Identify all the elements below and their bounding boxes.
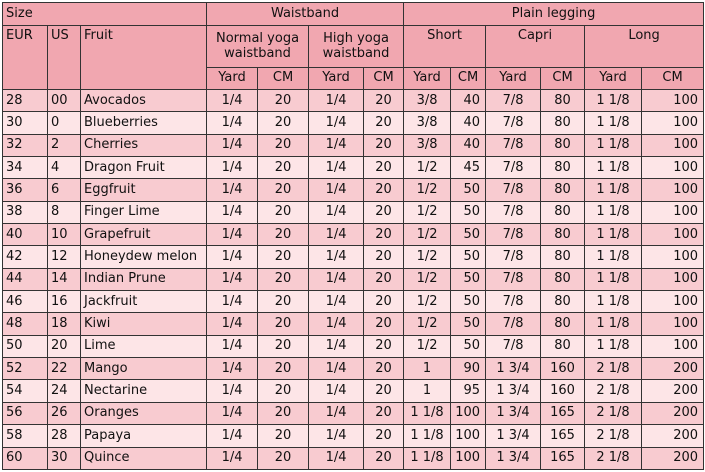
eur-size-cell: 28 <box>3 90 48 112</box>
long-yard-cell: 1 1/8 <box>585 335 642 357</box>
capri-cm-cell: 80 <box>541 112 585 134</box>
normal-yoga-cm-cell: 20 <box>258 268 309 290</box>
eur-size-cell: 60 <box>3 447 48 470</box>
fruit-name-cell: Papaya <box>81 425 207 447</box>
high-yoga-cm-cell: 20 <box>364 268 404 290</box>
high-yoga-yard-cell: 1/4 <box>309 313 364 335</box>
capri-cm-cell: 80 <box>541 268 585 290</box>
table-body <box>3 90 704 470</box>
eur-size-cell: 34 <box>3 157 48 179</box>
table-row <box>3 380 704 402</box>
table-row <box>3 134 704 156</box>
eur-size-cell: 48 <box>3 313 48 335</box>
fruit-name-cell: Honeydew melon <box>81 246 207 268</box>
long-cm-cell: 100 <box>642 268 704 290</box>
short-yard-cell: 1/2 <box>404 201 451 223</box>
long-yard-cell: 1 1/8 <box>585 179 642 201</box>
header-capri-yard: Yard <box>486 68 541 90</box>
capri-cm-cell: 80 <box>541 90 585 112</box>
capri-yard-cell: 7/8 <box>486 179 541 201</box>
normal-yoga-cm-cell: 20 <box>258 134 309 156</box>
us-size-cell: 4 <box>48 157 81 179</box>
header-us: US <box>48 26 81 90</box>
capri-cm-cell: 80 <box>541 335 585 357</box>
table-row <box>3 268 704 290</box>
capri-cm-cell: 80 <box>541 291 585 313</box>
high-yoga-yard-cell: 1/4 <box>309 157 364 179</box>
table-row <box>3 447 704 470</box>
high-yoga-cm-cell: 20 <box>364 246 404 268</box>
capri-yard-cell: 7/8 <box>486 291 541 313</box>
long-yard-cell: 1 1/8 <box>585 291 642 313</box>
high-yoga-cm-cell: 20 <box>364 134 404 156</box>
long-cm-cell: 200 <box>642 402 704 424</box>
long-yard-cell: 1 1/8 <box>585 90 642 112</box>
short-yard-cell: 1/2 <box>404 246 451 268</box>
high-yoga-yard-cell: 1/4 <box>309 90 364 112</box>
normal-yoga-yard-cell: 1/4 <box>207 246 258 268</box>
high-yoga-cm-cell: 20 <box>364 201 404 223</box>
us-size-cell: 14 <box>48 268 81 290</box>
high-yoga-cm-cell: 20 <box>364 402 404 424</box>
high-yoga-cm-cell: 20 <box>364 358 404 380</box>
normal-yoga-yard-cell: 1/4 <box>207 380 258 402</box>
normal-yoga-yard-cell: 1/4 <box>207 447 258 470</box>
high-yoga-cm-cell: 20 <box>364 313 404 335</box>
long-cm-cell: 100 <box>642 157 704 179</box>
high-yoga-yard-cell: 1/4 <box>309 425 364 447</box>
us-size-cell: 2 <box>48 134 81 156</box>
long-cm-cell: 100 <box>642 201 704 223</box>
capri-cm-cell: 80 <box>541 134 585 156</box>
eur-size-cell: 36 <box>3 179 48 201</box>
normal-yoga-cm-cell: 20 <box>258 112 309 134</box>
short-yard-cell: 3/8 <box>404 134 451 156</box>
header-normal-cm: CM <box>258 68 309 90</box>
header-high-yoga-waistband: High yoga waistband <box>309 26 404 68</box>
short-cm-cell: 40 <box>451 134 486 156</box>
table-row <box>3 246 704 268</box>
long-yard-cell: 2 1/8 <box>585 358 642 380</box>
high-yoga-yard-cell: 1/4 <box>309 134 364 156</box>
capri-cm-cell: 165 <box>541 425 585 447</box>
header-short: Short <box>404 26 486 68</box>
capri-cm-cell: 80 <box>541 157 585 179</box>
table-row <box>3 157 704 179</box>
capri-yard-cell: 1 3/4 <box>486 402 541 424</box>
long-yard-cell: 1 1/8 <box>585 157 642 179</box>
fruit-name-cell: Nectarine <box>81 380 207 402</box>
long-cm-cell: 200 <box>642 425 704 447</box>
capri-yard-cell: 7/8 <box>486 201 541 223</box>
fruit-name-cell: Mango <box>81 358 207 380</box>
long-yard-cell: 1 1/8 <box>585 201 642 223</box>
normal-yoga-yard-cell: 1/4 <box>207 335 258 357</box>
long-cm-cell: 200 <box>642 358 704 380</box>
normal-yoga-cm-cell: 20 <box>258 380 309 402</box>
capri-cm-cell: 160 <box>541 358 585 380</box>
short-yard-cell: 1/2 <box>404 335 451 357</box>
long-cm-cell: 100 <box>642 313 704 335</box>
normal-yoga-yard-cell: 1/4 <box>207 313 258 335</box>
high-yoga-cm-cell: 20 <box>364 224 404 246</box>
table-header <box>3 3 704 90</box>
header-fruit: Fruit <box>81 26 207 90</box>
us-size-cell: 00 <box>48 90 81 112</box>
capri-cm-cell: 80 <box>541 201 585 223</box>
normal-yoga-yard-cell: 1/4 <box>207 134 258 156</box>
short-yard-cell: 1 <box>404 380 451 402</box>
us-size-cell: 20 <box>48 335 81 357</box>
eur-size-cell: 32 <box>3 134 48 156</box>
header-normal-yoga-waistband: Normal yoga waistband <box>207 26 309 68</box>
header-capri-cm: CM <box>541 68 585 90</box>
table-row <box>3 179 704 201</box>
short-cm-cell: 50 <box>451 201 486 223</box>
high-yoga-yard-cell: 1/4 <box>309 447 364 470</box>
fruit-name-cell: Indian Prune <box>81 268 207 290</box>
us-size-cell: 26 <box>48 402 81 424</box>
normal-yoga-cm-cell: 20 <box>258 447 309 470</box>
short-yard-cell: 1 <box>404 358 451 380</box>
normal-yoga-yard-cell: 1/4 <box>207 90 258 112</box>
header-plain-legging: Plain legging <box>404 3 704 26</box>
capri-cm-cell: 80 <box>541 224 585 246</box>
eur-size-cell: 50 <box>3 335 48 357</box>
short-cm-cell: 50 <box>451 224 486 246</box>
table-row <box>3 291 704 313</box>
normal-yoga-yard-cell: 1/4 <box>207 179 258 201</box>
us-size-cell: 24 <box>48 380 81 402</box>
short-cm-cell: 50 <box>451 179 486 201</box>
high-yoga-cm-cell: 20 <box>364 447 404 470</box>
table-row <box>3 112 704 134</box>
short-cm-cell: 50 <box>451 246 486 268</box>
short-cm-cell: 100 <box>451 447 486 470</box>
eur-size-cell: 44 <box>3 268 48 290</box>
capri-yard-cell: 1 3/4 <box>486 425 541 447</box>
short-yard-cell: 1 1/8 <box>404 447 451 470</box>
normal-yoga-cm-cell: 20 <box>258 291 309 313</box>
header-long: Long <box>585 26 704 68</box>
long-yard-cell: 1 1/8 <box>585 112 642 134</box>
capri-yard-cell: 7/8 <box>486 157 541 179</box>
us-size-cell: 28 <box>48 425 81 447</box>
short-cm-cell: 40 <box>451 112 486 134</box>
header-size: Size <box>3 3 207 26</box>
header-high-cm: CM <box>364 68 404 90</box>
high-yoga-yard-cell: 1/4 <box>309 268 364 290</box>
high-yoga-yard-cell: 1/4 <box>309 201 364 223</box>
short-cm-cell: 90 <box>451 358 486 380</box>
normal-yoga-yard-cell: 1/4 <box>207 157 258 179</box>
short-cm-cell: 95 <box>451 380 486 402</box>
size-chart-table <box>2 2 704 470</box>
long-cm-cell: 100 <box>642 224 704 246</box>
fruit-name-cell: Oranges <box>81 402 207 424</box>
header-capri: Capri <box>486 26 585 68</box>
high-yoga-cm-cell: 20 <box>364 291 404 313</box>
normal-yoga-cm-cell: 20 <box>258 224 309 246</box>
eur-size-cell: 30 <box>3 112 48 134</box>
normal-yoga-yard-cell: 1/4 <box>207 358 258 380</box>
long-cm-cell: 100 <box>642 291 704 313</box>
eur-size-cell: 38 <box>3 201 48 223</box>
long-cm-cell: 100 <box>642 90 704 112</box>
table-row <box>3 90 704 112</box>
capri-yard-cell: 7/8 <box>486 134 541 156</box>
high-yoga-cm-cell: 20 <box>364 157 404 179</box>
capri-cm-cell: 165 <box>541 402 585 424</box>
fruit-name-cell: Cherries <box>81 134 207 156</box>
header-high-yard: Yard <box>309 68 364 90</box>
long-cm-cell: 100 <box>642 112 704 134</box>
fruit-name-cell: Dragon Fruit <box>81 157 207 179</box>
normal-yoga-cm-cell: 20 <box>258 201 309 223</box>
normal-yoga-cm-cell: 20 <box>258 179 309 201</box>
high-yoga-cm-cell: 20 <box>364 425 404 447</box>
long-cm-cell: 200 <box>642 447 704 470</box>
normal-yoga-cm-cell: 20 <box>258 358 309 380</box>
normal-yoga-yard-cell: 1/4 <box>207 201 258 223</box>
capri-cm-cell: 80 <box>541 179 585 201</box>
high-yoga-yard-cell: 1/4 <box>309 112 364 134</box>
capri-yard-cell: 1 3/4 <box>486 380 541 402</box>
fruit-name-cell: Eggfruit <box>81 179 207 201</box>
high-yoga-yard-cell: 1/4 <box>309 402 364 424</box>
normal-yoga-cm-cell: 20 <box>258 425 309 447</box>
eur-size-cell: 52 <box>3 358 48 380</box>
table-row <box>3 335 704 357</box>
long-yard-cell: 1 1/8 <box>585 246 642 268</box>
high-yoga-yard-cell: 1/4 <box>309 246 364 268</box>
us-size-cell: 18 <box>48 313 81 335</box>
us-size-cell: 12 <box>48 246 81 268</box>
normal-yoga-yard-cell: 1/4 <box>207 224 258 246</box>
fruit-name-cell: Lime <box>81 335 207 357</box>
capri-yard-cell: 1 3/4 <box>486 358 541 380</box>
long-cm-cell: 100 <box>642 246 704 268</box>
fruit-name-cell: Grapefruit <box>81 224 207 246</box>
long-yard-cell: 1 1/8 <box>585 134 642 156</box>
short-cm-cell: 50 <box>451 313 486 335</box>
table-row <box>3 313 704 335</box>
long-cm-cell: 100 <box>642 179 704 201</box>
short-yard-cell: 1/2 <box>404 157 451 179</box>
eur-size-cell: 46 <box>3 291 48 313</box>
short-yard-cell: 1 1/8 <box>404 425 451 447</box>
capri-yard-cell: 7/8 <box>486 224 541 246</box>
eur-size-cell: 42 <box>3 246 48 268</box>
high-yoga-yard-cell: 1/4 <box>309 335 364 357</box>
normal-yoga-yard-cell: 1/4 <box>207 268 258 290</box>
table-row <box>3 402 704 424</box>
eur-size-cell: 58 <box>3 425 48 447</box>
short-yard-cell: 1/2 <box>404 224 451 246</box>
fruit-name-cell: Finger Lime <box>81 201 207 223</box>
capri-cm-cell: 80 <box>541 313 585 335</box>
capri-yard-cell: 7/8 <box>486 90 541 112</box>
normal-yoga-cm-cell: 20 <box>258 246 309 268</box>
header-short-yard: Yard <box>404 68 451 90</box>
fruit-name-cell: Quince <box>81 447 207 470</box>
short-cm-cell: 50 <box>451 291 486 313</box>
long-yard-cell: 2 1/8 <box>585 425 642 447</box>
us-size-cell: 0 <box>48 112 81 134</box>
high-yoga-cm-cell: 20 <box>364 179 404 201</box>
table-row <box>3 201 704 223</box>
capri-cm-cell: 80 <box>541 246 585 268</box>
short-yard-cell: 1/2 <box>404 291 451 313</box>
short-yard-cell: 1 1/8 <box>404 402 451 424</box>
us-size-cell: 16 <box>48 291 81 313</box>
table-row <box>3 425 704 447</box>
capri-cm-cell: 165 <box>541 447 585 470</box>
us-size-cell: 22 <box>48 358 81 380</box>
high-yoga-yard-cell: 1/4 <box>309 224 364 246</box>
short-cm-cell: 100 <box>451 425 486 447</box>
long-cm-cell: 200 <box>642 380 704 402</box>
short-yard-cell: 1/2 <box>404 313 451 335</box>
eur-size-cell: 40 <box>3 224 48 246</box>
normal-yoga-cm-cell: 20 <box>258 402 309 424</box>
long-yard-cell: 1 1/8 <box>585 224 642 246</box>
capri-cm-cell: 160 <box>541 380 585 402</box>
capri-yard-cell: 7/8 <box>486 313 541 335</box>
header-normal-yard: Yard <box>207 68 258 90</box>
capri-yard-cell: 7/8 <box>486 112 541 134</box>
normal-yoga-cm-cell: 20 <box>258 313 309 335</box>
table-row <box>3 358 704 380</box>
long-cm-cell: 100 <box>642 134 704 156</box>
us-size-cell: 10 <box>48 224 81 246</box>
header-long-cm: CM <box>642 68 704 90</box>
fruit-name-cell: Avocados <box>81 90 207 112</box>
capri-yard-cell: 7/8 <box>486 335 541 357</box>
normal-yoga-yard-cell: 1/4 <box>207 425 258 447</box>
high-yoga-cm-cell: 20 <box>364 380 404 402</box>
normal-yoga-cm-cell: 20 <box>258 90 309 112</box>
high-yoga-cm-cell: 20 <box>364 112 404 134</box>
fruit-name-cell: Jackfruit <box>81 291 207 313</box>
normal-yoga-cm-cell: 20 <box>258 335 309 357</box>
short-cm-cell: 45 <box>451 157 486 179</box>
us-size-cell: 8 <box>48 201 81 223</box>
header-waistband: Waistband <box>207 3 404 26</box>
long-yard-cell: 2 1/8 <box>585 402 642 424</box>
fruit-name-cell: Blueberries <box>81 112 207 134</box>
short-yard-cell: 3/8 <box>404 90 451 112</box>
long-yard-cell: 1 1/8 <box>585 313 642 335</box>
normal-yoga-yard-cell: 1/4 <box>207 112 258 134</box>
short-yard-cell: 1/2 <box>404 268 451 290</box>
header-short-cm: CM <box>451 68 486 90</box>
long-yard-cell: 2 1/8 <box>585 380 642 402</box>
header-long-yard: Yard <box>585 68 642 90</box>
high-yoga-yard-cell: 1/4 <box>309 380 364 402</box>
header-eur: EUR <box>3 26 48 90</box>
table-row <box>3 224 704 246</box>
short-cm-cell: 100 <box>451 402 486 424</box>
short-yard-cell: 3/8 <box>404 112 451 134</box>
short-yard-cell: 1/2 <box>404 179 451 201</box>
high-yoga-yard-cell: 1/4 <box>309 358 364 380</box>
normal-yoga-yard-cell: 1/4 <box>207 291 258 313</box>
capri-yard-cell: 7/8 <box>486 246 541 268</box>
high-yoga-cm-cell: 20 <box>364 335 404 357</box>
long-yard-cell: 2 1/8 <box>585 447 642 470</box>
capri-yard-cell: 7/8 <box>486 268 541 290</box>
us-size-cell: 6 <box>48 179 81 201</box>
high-yoga-yard-cell: 1/4 <box>309 179 364 201</box>
capri-yard-cell: 1 3/4 <box>486 447 541 470</box>
normal-yoga-yard-cell: 1/4 <box>207 402 258 424</box>
long-yard-cell: 1 1/8 <box>585 268 642 290</box>
high-yoga-yard-cell: 1/4 <box>309 291 364 313</box>
long-cm-cell: 100 <box>642 335 704 357</box>
us-size-cell: 30 <box>48 447 81 470</box>
short-cm-cell: 50 <box>451 268 486 290</box>
high-yoga-cm-cell: 20 <box>364 90 404 112</box>
eur-size-cell: 54 <box>3 380 48 402</box>
short-cm-cell: 50 <box>451 335 486 357</box>
normal-yoga-cm-cell: 20 <box>258 157 309 179</box>
eur-size-cell: 56 <box>3 402 48 424</box>
fruit-name-cell: Kiwi <box>81 313 207 335</box>
short-cm-cell: 40 <box>451 90 486 112</box>
